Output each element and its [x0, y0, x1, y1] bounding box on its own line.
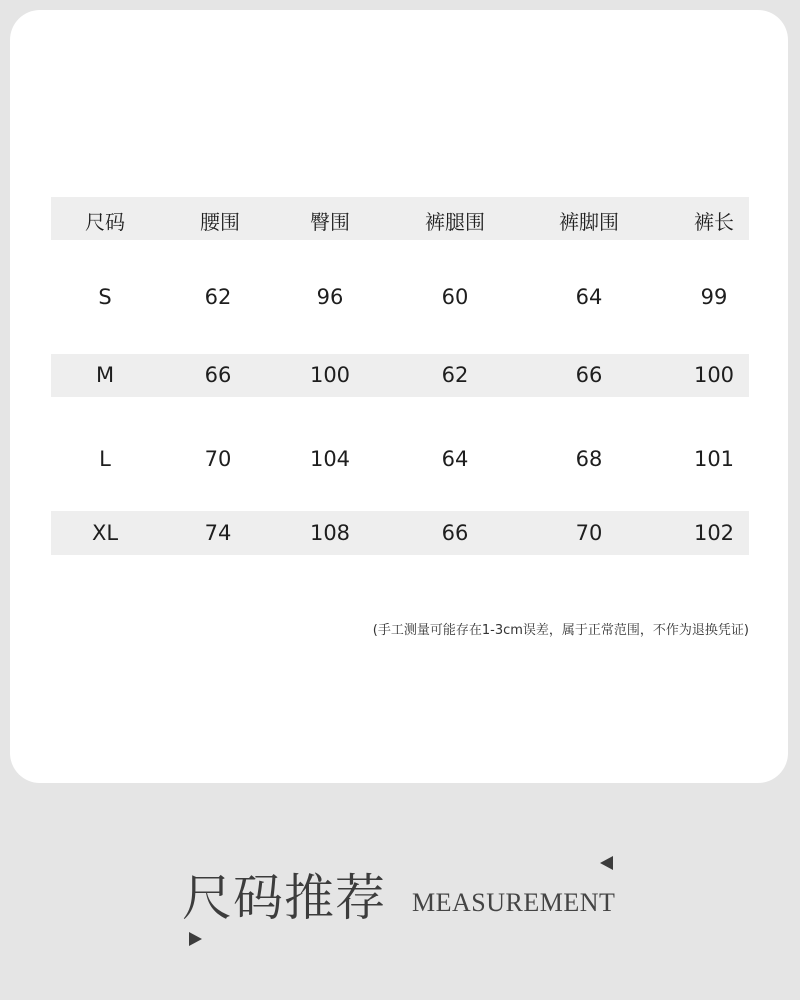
cell-hem: 64	[575, 285, 603, 309]
triangle-right-icon	[189, 932, 202, 946]
cell-waist: 74	[204, 521, 232, 545]
cell-hip: 100	[309, 363, 351, 387]
header-size: 尺码	[85, 210, 125, 234]
banner-title: 尺码推荐	[182, 869, 386, 927]
measurement-note: (手工测量可能存在1-3cm误差，属于正常范围，不作为退换凭证)	[372, 623, 749, 638]
size-card	[10, 10, 788, 783]
header-waist: 腰围	[200, 210, 240, 234]
cell-length: 101	[693, 447, 735, 471]
cell-hip: 108	[309, 521, 351, 545]
size-table	[51, 197, 749, 555]
table-row	[51, 511, 749, 555]
cell-hem: 66	[575, 363, 603, 387]
table-header-row	[51, 197, 749, 240]
cell-size: S	[98, 285, 112, 309]
cell-hem: 70	[575, 521, 603, 545]
cell-hip: 96	[316, 285, 344, 309]
table-row	[51, 240, 749, 354]
triangle-left-icon	[600, 856, 613, 870]
header-hip: 臀围	[310, 210, 350, 234]
cell-length: 102	[693, 521, 735, 545]
cell-size: L	[99, 447, 111, 471]
banner-subtitle: MEASUREMENT	[412, 888, 616, 917]
cell-hem: 68	[575, 447, 603, 471]
cell-length: 99	[700, 285, 728, 309]
cell-thigh: 66	[441, 521, 469, 545]
header-length: 裤长	[694, 210, 734, 234]
table-row	[51, 397, 749, 511]
header-thigh: 裤腿围	[425, 210, 485, 234]
cell-thigh: 64	[441, 447, 469, 471]
cell-size: XL	[91, 521, 119, 545]
cell-hip: 104	[309, 447, 351, 471]
cell-waist: 66	[204, 363, 232, 387]
cell-waist: 62	[204, 285, 232, 309]
cell-length: 100	[693, 363, 735, 387]
cell-size: M	[95, 363, 115, 387]
cell-waist: 70	[204, 447, 232, 471]
header-hem: 裤脚围	[559, 210, 619, 234]
table-row	[51, 354, 749, 397]
cell-thigh: 62	[441, 363, 469, 387]
cell-thigh: 60	[441, 285, 469, 309]
